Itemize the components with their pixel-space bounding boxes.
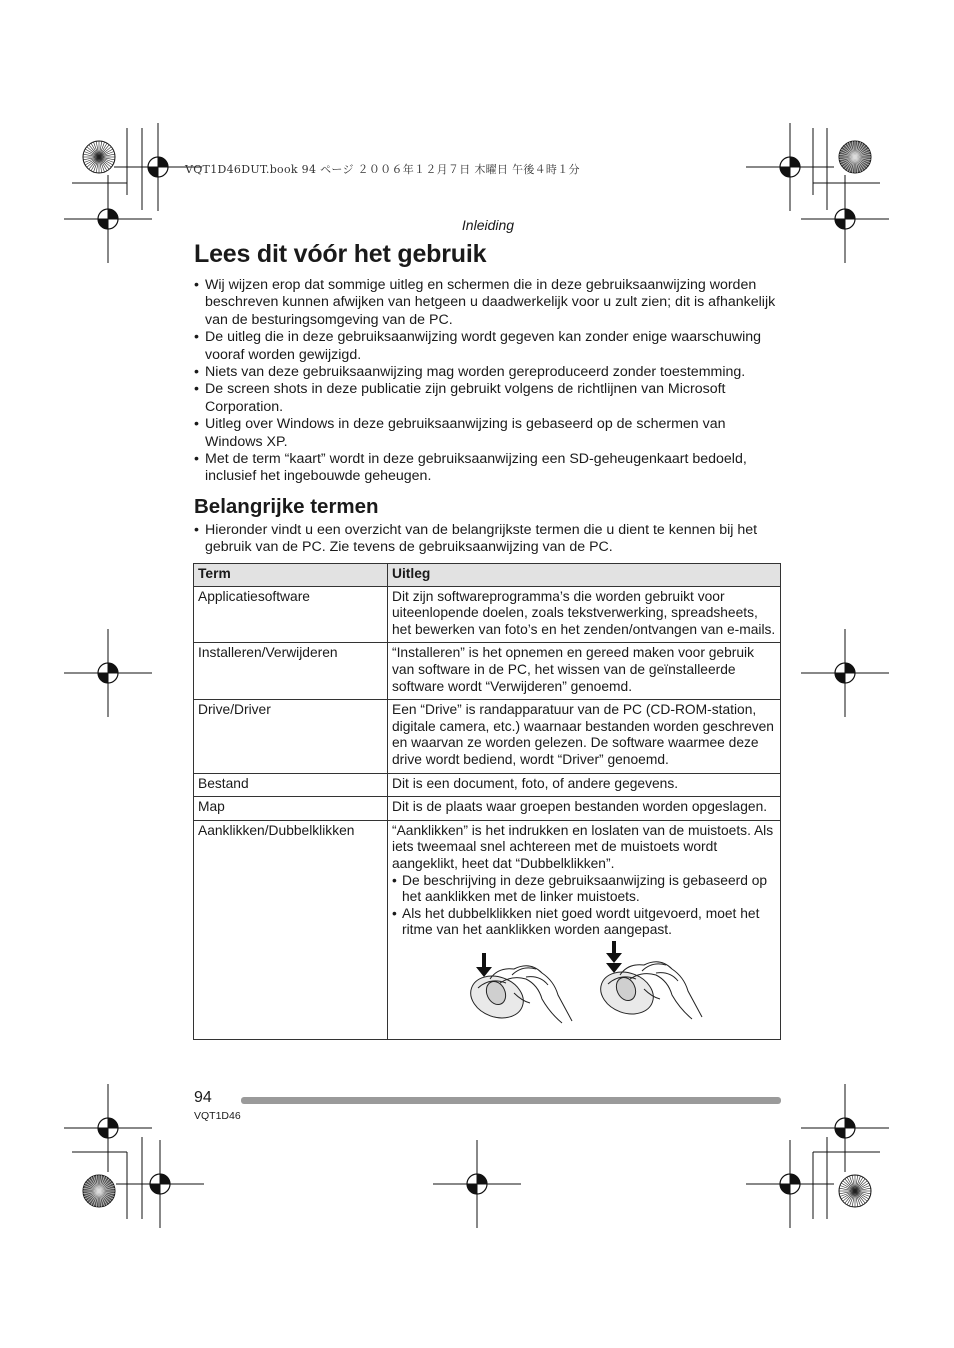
spoke-wheel bbox=[83, 1175, 115, 1207]
notice-item: • De uitleg die in deze gebruiksaanwijzing wordt gegeven kan zonder enige waarschuwing vooraf worden gewijzigd. bbox=[194, 329, 784, 364]
explanation-cell bbox=[388, 820, 781, 1039]
notice-item: • Met de term “kaart” wordt in deze gebruiksaanwijzing een SD-geheugenkaart bedoeld, inclusief het ingebouwde geheugen. bbox=[194, 451, 784, 486]
table-row bbox=[194, 700, 781, 773]
click-explanation: “Aanklikken” is het indrukken en loslaten van de muistoets. Als iets tweemaal snel achtereen met de muistoets wordt aangeklikt, heet dat “Dubbelklikken”. bbox=[392, 822, 774, 871]
spoke-wheel bbox=[839, 1175, 871, 1207]
explanation-cell: Een “Drive” is randapparatuur van de PC (CD-ROM-station, digitale camera, etc.) waarnaar bestanden worden geschreven en waarvan ze worden gelezen. De software waarmee deze drive wordt bediend, wordt “Driver” genoemd. bbox=[388, 700, 781, 773]
terms-table bbox=[193, 563, 781, 1040]
print-header: VQT1D46DUT.book 94 ページ ２００６年１２月７日 木曜日 午後４時１分 bbox=[185, 163, 580, 176]
click-note: • De beschrijving in deze gebruiksaanwijzing is gebaseerd op het aanklikken met de linker muistoets. bbox=[392, 873, 776, 906]
table-row bbox=[194, 773, 781, 797]
term-cell: Drive/Driver bbox=[194, 700, 388, 773]
notice-item: • Niets van deze gebruiksaanwijzing mag worden gereproduceerd zonder toestemming. bbox=[194, 364, 784, 381]
section-subtitle: Belangrijke termen bbox=[194, 495, 379, 518]
term-cell: Aanklikken/Dubbelklikken bbox=[194, 820, 388, 1039]
explanation-cell: Dit is een document, foto, of andere gegevens. bbox=[388, 773, 781, 797]
header-explanation: Uitleg bbox=[388, 564, 781, 587]
notice-list bbox=[194, 277, 784, 486]
section-label: Inleiding bbox=[461, 217, 515, 233]
header-term: Term bbox=[194, 564, 388, 587]
hand-on-mouse-illustration bbox=[392, 939, 782, 1035]
table-row bbox=[194, 643, 781, 700]
mouse-click-illustration bbox=[392, 939, 776, 1035]
notice-item: • Uitleg over Windows in deze gebruiksaanwijzing is gebaseerd op de schermen van Windows XP. bbox=[194, 416, 784, 451]
click-hand-icon bbox=[465, 966, 572, 1025]
explanation-cell: “Installeren” is het opnemen en gereed maken voor gebruik van software in de PC, het wissen van de geïnstalleerde software wordt “Verwijderen” genoemd. bbox=[388, 643, 781, 700]
table-header-row bbox=[194, 564, 781, 587]
click-notes bbox=[392, 873, 776, 939]
double-click-hand-icon bbox=[595, 962, 702, 1021]
table-row bbox=[194, 820, 781, 1039]
page-number: 94 bbox=[194, 1089, 212, 1106]
term-cell: Installeren/Verwijderen bbox=[194, 643, 388, 700]
table-row bbox=[194, 797, 781, 821]
term-cell: Map bbox=[194, 797, 388, 821]
crosshair-target bbox=[801, 1084, 889, 1172]
table-row bbox=[194, 586, 781, 643]
model-code: VQT1D46 bbox=[194, 1110, 241, 1122]
intro-item: • Hieronder vindt u een overzicht van de belangrijkste termen die u dient te kennen bij het gebruik van de PC. Zie tevens de gebruiksaanwijzing van de PC. bbox=[194, 522, 786, 557]
crosshair-target bbox=[433, 1140, 521, 1228]
explanation-cell: Dit is de plaats waar groepen bestanden worden opgeslagen. bbox=[388, 797, 781, 821]
notice-item: • De screen shots in deze publicatie zijn gebruikt volgens de richtlijnen van Microsoft Corporation. bbox=[194, 381, 784, 416]
crosshair-target bbox=[746, 123, 834, 211]
crosshair-target bbox=[116, 1140, 204, 1228]
crosshair-target bbox=[801, 629, 889, 717]
footer-bar bbox=[241, 1097, 781, 1104]
term-cell: Bestand bbox=[194, 773, 388, 797]
intro-list bbox=[194, 522, 786, 557]
crosshair-target bbox=[64, 1084, 152, 1172]
page-title: Lees dit vóór het gebruik bbox=[194, 240, 487, 268]
spoke-wheel bbox=[839, 141, 871, 173]
crosshair-target bbox=[746, 1140, 834, 1228]
spoke-wheel bbox=[83, 141, 115, 173]
term-cell: Applicatiesoftware bbox=[194, 586, 388, 643]
click-note: • Als het dubbelklikken niet goed wordt uitgevoerd, moet het ritme van het aanklikken worden aangepast. bbox=[392, 906, 776, 939]
crosshair-target bbox=[64, 629, 152, 717]
notice-item: • Wij wijzen erop dat sommige uitleg en schermen die in deze gebruiksaanwijzing worden beschreven kunnen afwijken van hetgeen u daadwerkelijk voor u zult zien; dit is afhankelijk van de besturingsomgeving van de PC. bbox=[194, 277, 784, 329]
explanation-cell: Dit zijn softwareprogramma’s die worden gebruikt voor uiteenlopende doelen, zoals tekstverwerking, spreadsheets, het bewerken van foto’s en het zenden/ontvangen van e-mails. bbox=[388, 586, 781, 643]
